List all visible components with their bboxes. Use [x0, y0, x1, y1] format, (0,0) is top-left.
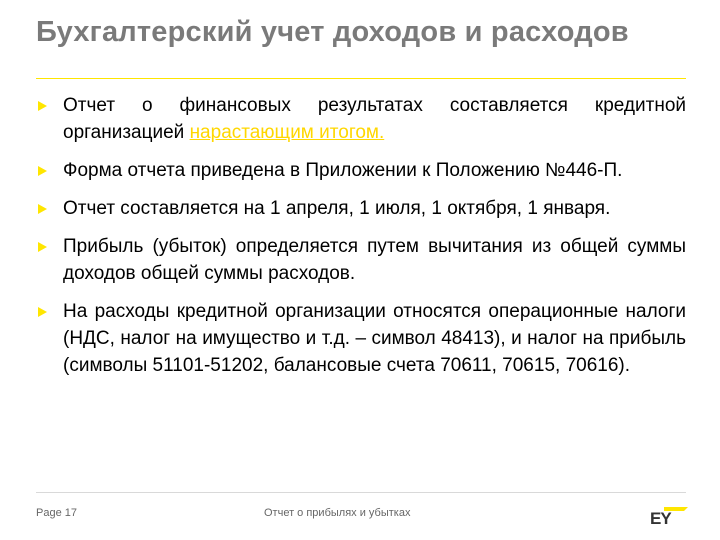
bullet-arrow-icon: [38, 307, 47, 317]
page-number: Page 17: [36, 507, 77, 519]
bullet-text-end: .: [378, 122, 385, 143]
bullet-text: Форма отчета приведена в Приложении к Положению №446-П.: [63, 160, 623, 181]
bullet-arrow-icon: [38, 101, 47, 111]
bullet-text: На расходы кредитной организации относятся операционные налоги (НДС, налог на имущество и т.д. – символ 48413), и налог на прибыль (символы 51101-51202, балансовые счета 70611, 70615, 70616).: [63, 301, 686, 376]
bullet-text: Прибыль (убыток) определяется путем вычитания из общей суммы доходов общей суммы расходов.: [63, 236, 686, 284]
bullet-arrow-icon: [38, 166, 47, 176]
bullet-item: [36, 157, 686, 184]
bullet-text: Отчет о финансовых результатах составляется кредитной организацией: [63, 95, 686, 143]
footer-caption: Отчет о прибылях и убытках: [264, 507, 411, 519]
bullet-item: [36, 92, 686, 146]
bullet-item: [36, 298, 686, 379]
title-divider: [36, 78, 686, 79]
footer-divider: [36, 492, 686, 493]
bullet-item: [36, 233, 686, 287]
ey-logo-icon: [650, 505, 688, 525]
logo-letters: EY: [650, 509, 671, 525]
bullet-item: [36, 195, 686, 222]
slide-title: Бухгалтерский учет доходов и расходов: [36, 16, 629, 48]
bullet-list: [36, 92, 686, 390]
bullet-arrow-icon: [38, 242, 47, 252]
bullet-arrow-icon: [38, 204, 47, 214]
cumulative-total-link[interactable]: нарастающим итогом: [189, 122, 379, 143]
bullet-text: Отчет составляется на 1 апреля, 1 июля, 1 октября, 1 января.: [63, 198, 611, 219]
